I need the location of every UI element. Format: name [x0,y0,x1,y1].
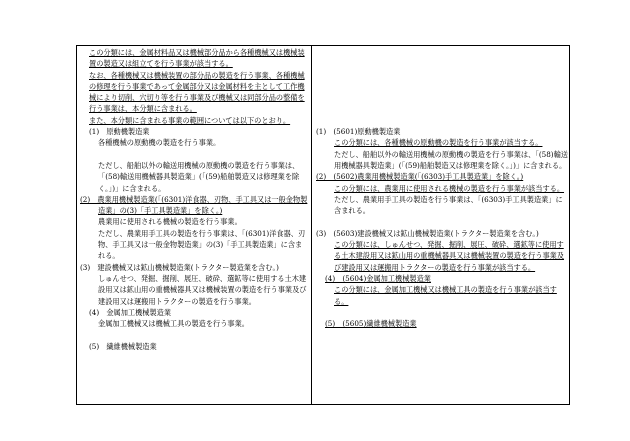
item-heading: (2) 農業用機械製造業(「(6301)洋食器、刃物、手工具又は一般金物製造業」の(3)「手工具製造業」を除く。) [80,194,308,216]
paragraph: この分類には、各種機械の原動機の製造を行う事業が該当する。 [334,138,543,148]
left-column-old-text [80,47,308,352]
item-heading: (5) 繊維機械製造業 [89,341,157,351]
paragraph: 金属加工機械又は機械工具の製造を行う事業。 [98,319,249,329]
item-heading: (4) 金属加工機械製造業 [89,307,172,317]
item-heading: (2) (5602)農業用機械製造業(「(6303)手工具製造業」を除く。) [316,172,524,182]
spacer [316,115,568,126]
paragraph: この分類には、しゅんせつ、発掘、掘削、展圧、破砕、選鉱等に使用する土木建設用又は鉱山用の重機械器具又は機械装置の製造を行う事業及び建設用又は運搬用トラクターの製造を行う事業が該当する。 [334,240,565,272]
column-divider [311,45,312,405]
spacer [316,216,568,227]
right-column-new-text [316,47,568,329]
spacer [316,92,568,103]
spacer [80,329,308,340]
paragraph: ただし、船舶以外の輸送用機械の原動機の製造を行う事業は、「(58)輸送用機械器具製造業」(「(59)船舶製造又は修理業を除く。」)」に含まれる。 [98,160,300,193]
spacer [316,103,568,114]
item-heading: (1) (5601)原動機製造業 [316,127,401,137]
spacer [316,47,568,58]
paragraph: この分類には、金属材料品又は機械部分品から各種機械又は機械装置の製造又は組立てを行う事業が該当する。 [89,48,305,69]
paragraph: 各種機械の原動機の製造を行う事業。 [98,138,221,148]
spacer [316,70,568,81]
spacer [316,307,568,318]
item-heading: (1) 原動機製造業 [89,127,150,137]
spacer [80,149,308,160]
paragraph: この分類には、金属加工機械又は機械工具の製造を行う事業が該当する。 [334,285,557,306]
item-heading: (4) (5604)金属加工機械製造業 [325,273,431,283]
paragraph: なお、各種機械又は機械装置の部分品の製造を行う事業、各種機械の修理を行う事業であって金属部分又は金属材料を主として工作機械により切削、穴切り等を行う事業及び機械又は同部分品の整備を行う事業は、本分類に含まれる。 [89,70,305,114]
paragraph: ただし、農業用手工具の製造を行う事業は、「(6301)洋食器、刃物、手工具又は一般金物製造業」の(3)「手工具製造業」に含まれる。 [98,228,306,261]
paragraph: 農業用に使用される機械の製造を行う事業。 [98,217,242,227]
spacer [316,81,568,92]
paragraph: また、本分類に含まれる事業の範囲については以下のとおり。 [89,115,291,125]
paragraph: ただし、船舶以外の輸送用機械の原動機の製造を行う事業は、「(58)輸送用機械器具製造業」(「(59)船舶製造又は修理業を除く。」)」に含まれる。 [334,149,568,170]
item-heading: (5) (5605)繊維機械製造業 [325,319,417,329]
item-heading: (3) (5603)建設機械又は鉱山機械製造業(トラクター製造業を含む。) [316,228,539,238]
paragraph: ただし、農業用手工具の製造を行う事業は、「(6303)手工具製造業」に含まれる。 [334,194,563,216]
paragraph: しゅんせつ、発掘、掘削、展圧、破砕、選鉱等に使用する土木建設用又は鉱山用の重機械器具又は機械装置の製造を行う事業及び建設用又は運搬用トラクターの製造を行う事業。 [98,273,307,306]
item-heading: (3) 建設機械又は鉱山機械製造業(トラクター製造業を含む。) [80,262,279,272]
paragraph: この分類には、農業用に使用される機械の製造を行う事業が該当する。 [334,183,565,193]
spacer [316,58,568,69]
